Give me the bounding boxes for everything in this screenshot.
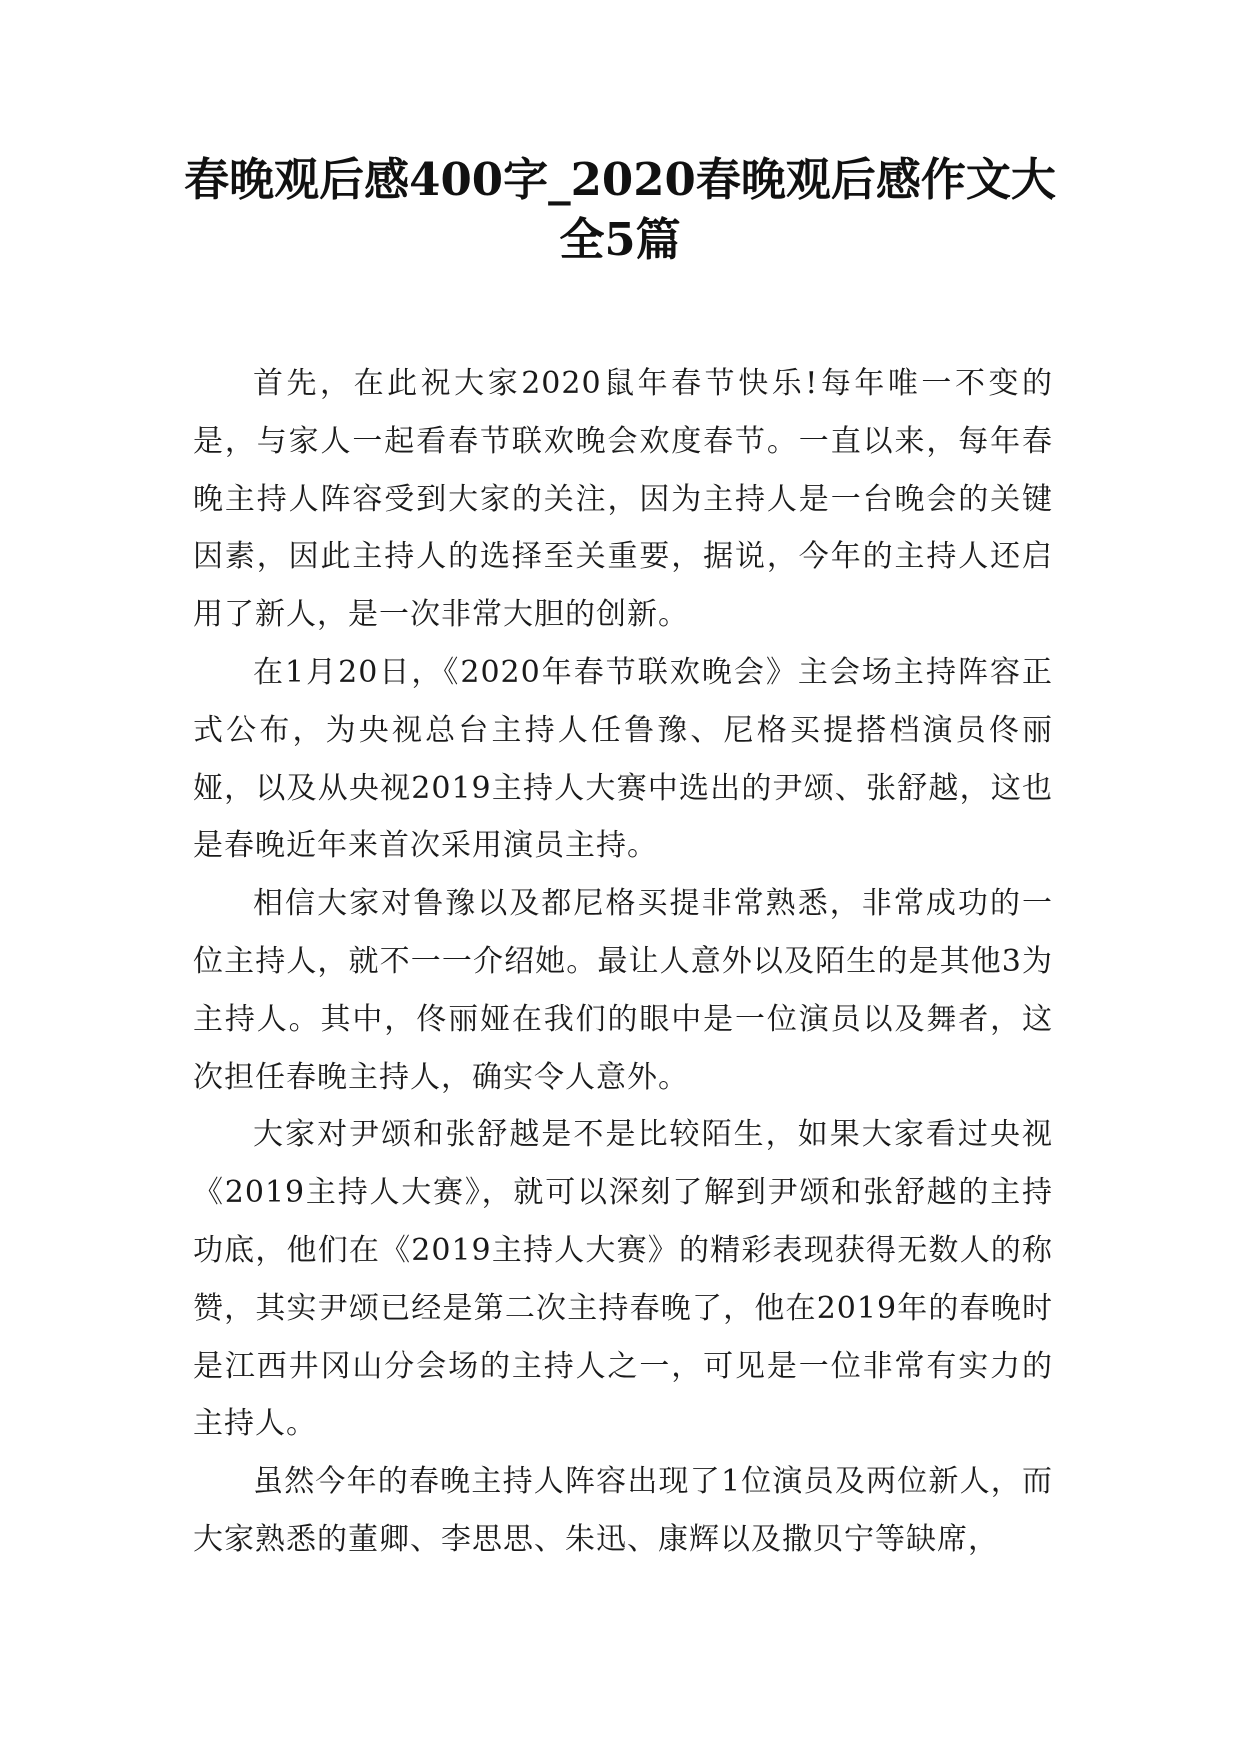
paragraph-2: 在1月20日，《2020年春节联欢晚会》主会场主持阵容正式公布，为央视总台主持人任鲁豫、尼格买提搭档演员佟丽娅，以及从央视2019主持人大赛中选出的尹颂、张舒越，这也是春晚近年来首次采用演员主持。 <box>193 654 1053 864</box>
paragraph-3: 相信大家对鲁豫以及都尼格买提非常熟悉，非常成功的一位主持人，就不一一介绍她。最让人意外以及陌生的是其他3为主持人。其中，佟丽娅在我们的眼中是一位演员以及舞者，这次担任春晚主持人，确实令人意外。 <box>193 886 1053 1095</box>
paragraph-5: 虽然今年的春晚主持人阵容出现了1位演员及两位新人，而大家熟悉的董卿、李思思、朱迅、康辉以及撒贝宁等缺席， <box>193 1464 1053 1557</box>
document-body <box>193 355 1053 1569</box>
paragraph-4: 大家对尹颂和张舒越是不是比较陌生，如果大家看过央视《2019主持人大赛》，就可以深刻了解到尹颂和张舒越的主持功底，他们在《2019主持人大赛》的精彩表现获得无数人的称赞，其实尹颂已经是第二次主持春晚了，他在2019年的春晚时是江西井冈山分会场的主持人之一，可见是一位非常有实力的主持人。 <box>193 1117 1053 1442</box>
document-title: 春晚观后感400字_2020春晚观后感作文大全5篇 <box>184 153 1056 266</box>
paragraph-1: 首先，在此祝大家2020鼠年春节快乐!每年唯一不变的是，与家人一起看春节联欢晚会欢度春节。一直以来，每年春晚主持人阵容受到大家的关注，因为主持人是一台晚会的关键因素，因此主持人的选择至关重要，据说，今年的主持人还启用了新人，是一次非常大胆的创新。 <box>193 366 1053 633</box>
